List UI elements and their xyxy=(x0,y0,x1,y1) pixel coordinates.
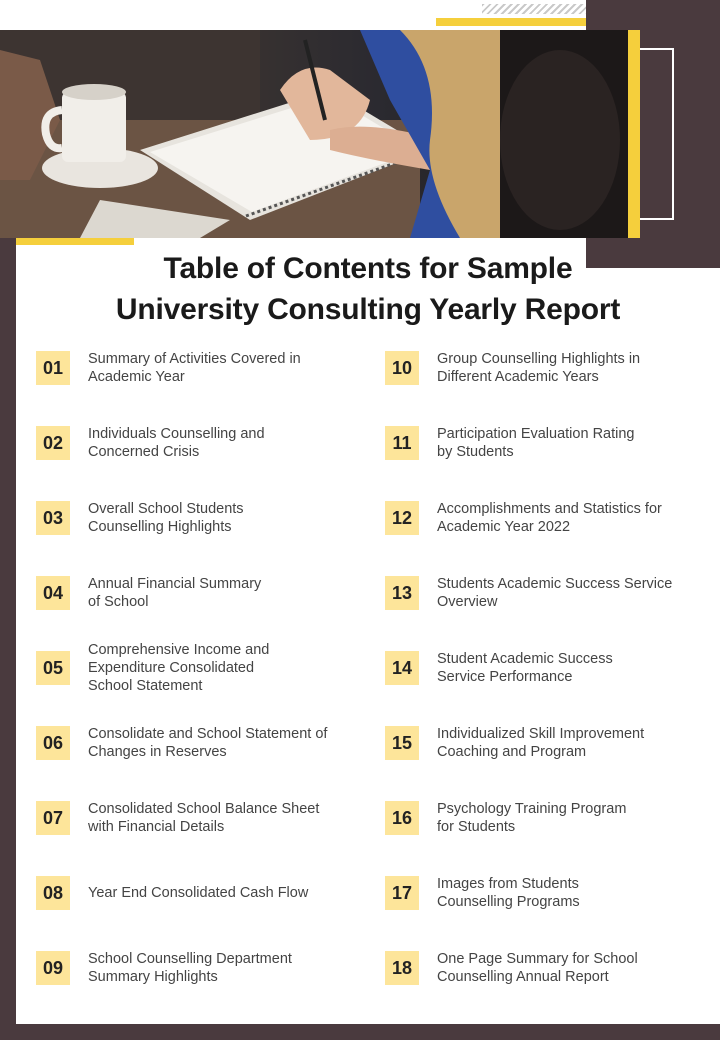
toc-item-label: Student Academic Success Service Performance xyxy=(437,651,613,685)
toc-item xyxy=(385,426,634,460)
toc-item xyxy=(385,876,580,910)
toc-number-badge: 06 xyxy=(36,726,70,760)
toc-item xyxy=(36,501,244,535)
toc-item xyxy=(36,726,327,760)
desk-scene-image xyxy=(0,30,628,238)
toc-item xyxy=(36,876,308,910)
toc-item xyxy=(385,576,672,610)
toc-number-badge: 14 xyxy=(385,651,419,685)
toc-item xyxy=(385,801,626,835)
toc-item xyxy=(36,951,292,985)
top-yellow-accent xyxy=(436,18,586,26)
toc-number-badge: 10 xyxy=(385,351,419,385)
toc-item-label: Accomplishments and Statistics for Academic Year 2022 xyxy=(437,501,662,535)
header-photo xyxy=(0,30,628,238)
toc-number-badge: 17 xyxy=(385,876,419,910)
toc-item xyxy=(385,351,640,385)
hatch-decoration xyxy=(482,4,586,14)
toc-number-badge: 13 xyxy=(385,576,419,610)
toc-number-badge: 16 xyxy=(385,801,419,835)
toc-item-label: Students Academic Success Service Overview xyxy=(437,576,673,610)
toc-number-badge: 04 xyxy=(36,576,70,610)
toc-item xyxy=(385,651,613,685)
toc-number-badge: 11 xyxy=(385,426,419,460)
white-frame-decoration xyxy=(640,48,674,220)
toc-item-label: Annual Financial Summary of School xyxy=(88,576,262,610)
toc-item-label: Year End Consolidated Cash Flow xyxy=(88,885,309,901)
toc-item-label: One Page Summary for School Counselling Annual Report xyxy=(437,951,638,985)
toc-item xyxy=(385,726,644,760)
toc-item xyxy=(385,951,638,985)
toc-number-badge: 15 xyxy=(385,726,419,760)
toc-item-label: School Counselling Department Summary Highlights xyxy=(88,951,292,985)
title-line-1: Table of Contents for Sample xyxy=(163,252,573,285)
toc-item xyxy=(36,642,270,694)
toc-item-label: Images from Students Counselling Programs xyxy=(437,876,580,910)
toc-number-badge: 09 xyxy=(36,951,70,985)
photo-yellow-accent xyxy=(16,238,134,245)
toc-item-label: Individualized Skill Improvement Coaching and Program xyxy=(437,726,645,760)
toc-number-badge: 03 xyxy=(36,501,70,535)
toc-number-badge: 01 xyxy=(36,351,70,385)
toc-item-label: Summary of Activities Covered in Academic Year xyxy=(88,351,301,385)
toc-item-label: Consolidate and School Statement of Changes in Reserves xyxy=(88,726,328,760)
toc-number-badge: 07 xyxy=(36,801,70,835)
toc-item-label: Consolidated School Balance Sheet with Financial Details xyxy=(88,801,320,835)
toc-number-badge: 08 xyxy=(36,876,70,910)
toc-item-label: Psychology Training Program for Students xyxy=(437,801,627,835)
toc-item-label: Comprehensive Income and Expenditure Consolidated School Statement xyxy=(88,642,270,694)
toc-number-badge: 12 xyxy=(385,501,419,535)
toc-item xyxy=(36,351,301,385)
title-line-2: University Consulting Yearly Report xyxy=(115,293,621,326)
page-title xyxy=(16,248,720,330)
toc-item xyxy=(36,576,261,610)
toc-item-label: Participation Evaluation Rating by Students xyxy=(437,426,635,460)
toc-item xyxy=(385,501,662,535)
toc-item-label: Individuals Counselling and Concerned Crisis xyxy=(88,426,265,460)
photo-yellow-bar xyxy=(628,30,640,238)
toc-number-badge: 02 xyxy=(36,426,70,460)
toc-item-label: Overall School Students Counselling Highlights xyxy=(88,501,244,535)
toc-number-badge: 18 xyxy=(385,951,419,985)
toc-item xyxy=(36,801,319,835)
toc-number-badge: 05 xyxy=(36,651,70,685)
toc-item xyxy=(36,426,265,460)
toc-item-label: Group Counselling Highlights in Different Academic Years xyxy=(437,351,641,385)
